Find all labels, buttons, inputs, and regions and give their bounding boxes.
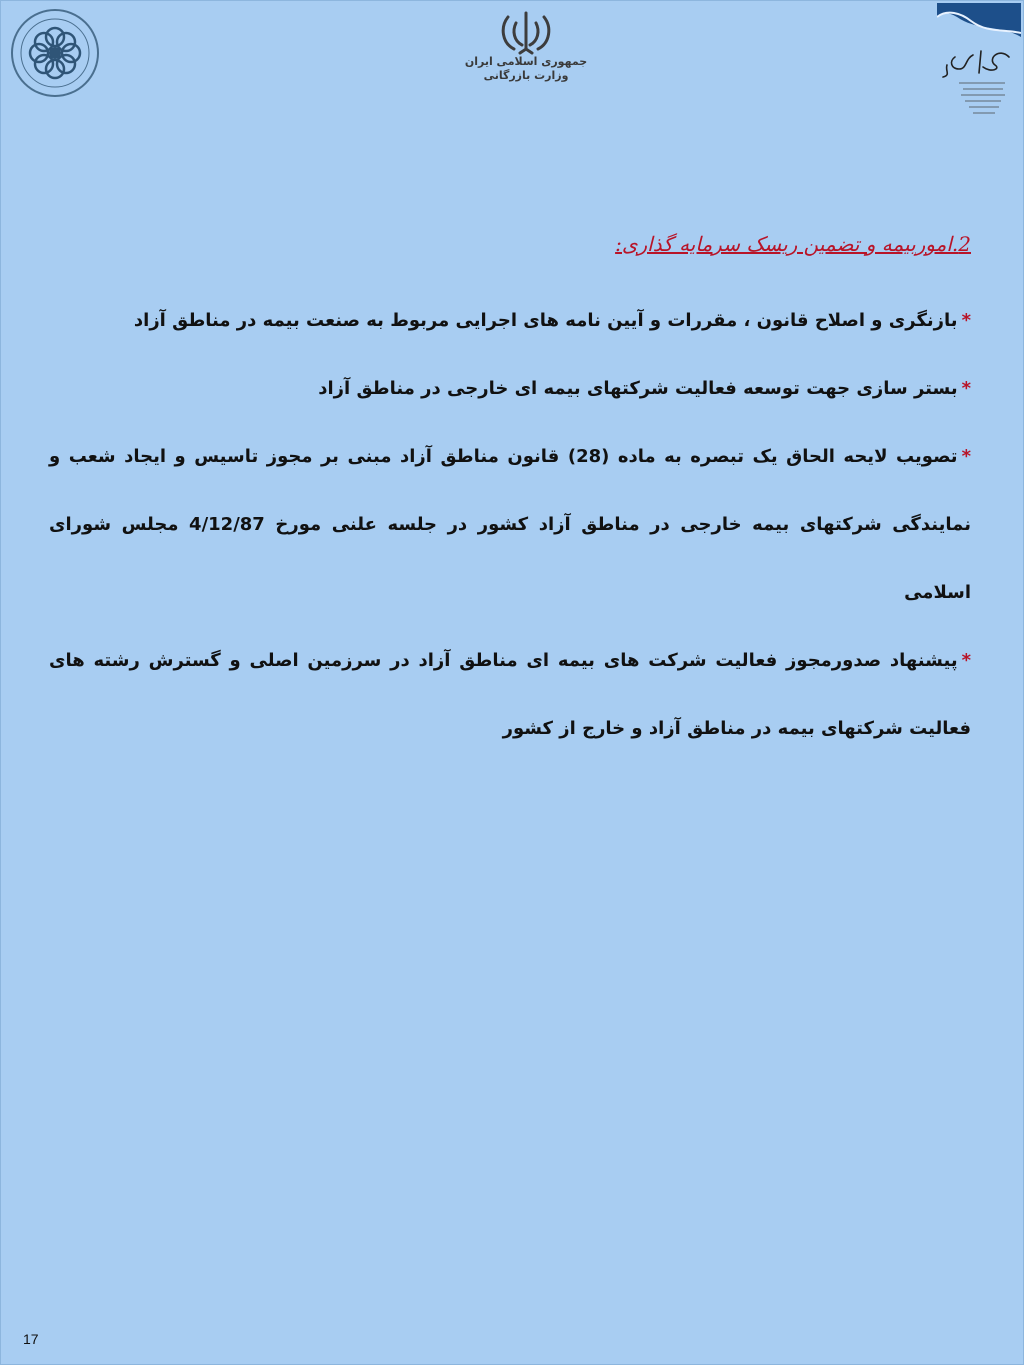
iran-emblem-icon	[498, 9, 554, 55]
bullet-marker: *	[961, 650, 971, 671]
bullet-text: بازنگری و اصلاح قانون ، مقررات و آیین نامه های اجرایی مربوط به صنعت بیمه در مناطق آزاد	[133, 310, 958, 331]
ministry-logo	[451, 9, 601, 104]
bullet-text: بستر سازی جهت توسعه فعالیت شرکتهای بیمه ای خارجی در مناطق آزاد	[318, 378, 958, 399]
bullet-item	[49, 287, 971, 355]
bullet-marker: *	[961, 378, 971, 399]
slide-content	[49, 223, 971, 763]
bullet-item	[49, 355, 971, 423]
bullet-item	[49, 423, 971, 627]
ministry-name: وزارت بازرگانی	[483, 69, 569, 82]
wave-icon	[937, 3, 1021, 37]
section-heading: 2.اموربیمه و تضمین ریسک سرمایه گذاری:	[615, 232, 971, 256]
country-name: جمهوری اسلامی ایران	[464, 55, 588, 68]
bullet-item	[49, 627, 971, 763]
page-number: 17	[23, 1331, 39, 1347]
bullet-text: پیشنهاد صدورمجوز فعالیت شرکت های بیمه ای مناطق آزاد در سرزمین اصلی و گسترش رشته های فعالیت شرکتهای بیمه در مناطق آزاد و خارج از کشور	[49, 650, 971, 739]
bullet-text: تصویب لایحه الحاق یک تبصره به ماده (28) قانون مناطق آزاد مبنی بر مجوز تاسیس و ایجاد شعب و نمایندگی شرکتهای بیمه خارجی در مناطق آزاد کشور در جلسه علنی مورخ 4/12/87 مجلس شورای اسلامی	[49, 446, 971, 603]
bullet-marker: *	[961, 310, 971, 331]
bullet-marker: *	[961, 446, 971, 467]
plan-logo	[937, 3, 1021, 123]
institute-logo	[9, 7, 101, 99]
calligraphy-signature-icon	[939, 39, 1017, 123]
